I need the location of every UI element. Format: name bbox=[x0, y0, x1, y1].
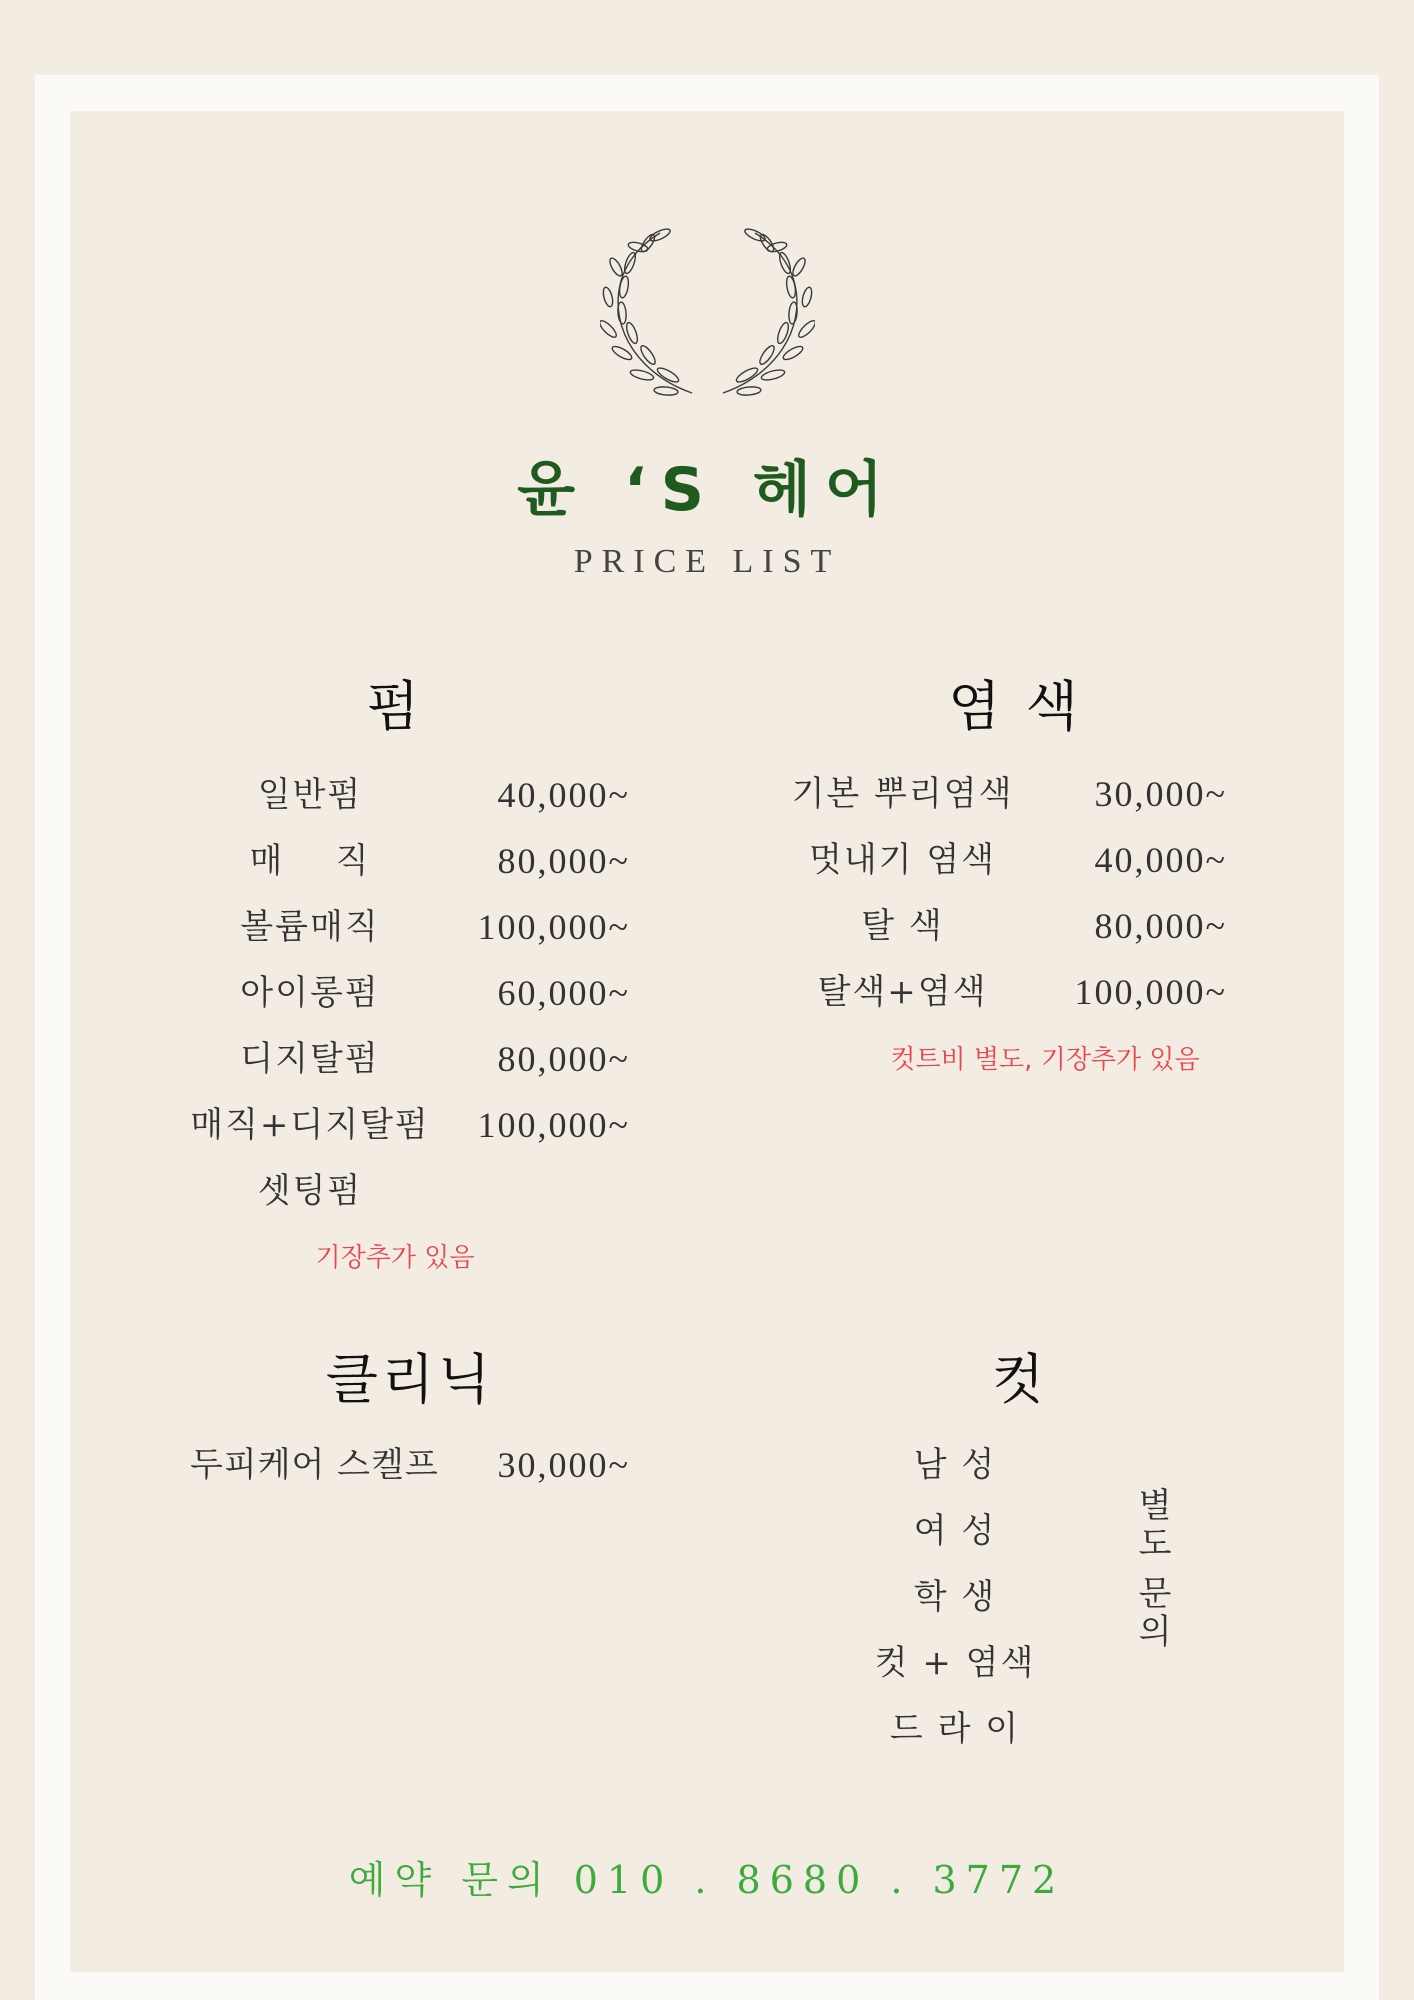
perm-row bbox=[190, 836, 650, 886]
perm-note: 기장추가 있음 bbox=[315, 1243, 475, 1273]
item-price: 40,000~ bbox=[1094, 840, 1227, 880]
item-name: 탈 색 bbox=[861, 906, 944, 946]
item-name: 일반펌 bbox=[257, 775, 363, 815]
item-name: 남 성 bbox=[913, 1445, 997, 1485]
note-char: 의 bbox=[1138, 1612, 1172, 1652]
item-name: 볼륨매직 bbox=[240, 907, 380, 947]
perm-row bbox=[190, 1034, 650, 1084]
item-price: 60,000~ bbox=[497, 973, 630, 1013]
item-price: 40,000~ bbox=[497, 775, 630, 815]
color-note: 컷트비 별도, 기장추가 있음 bbox=[890, 1045, 1200, 1075]
color-heading: 염 색 bbox=[948, 675, 1082, 738]
item-price: 80,000~ bbox=[1094, 906, 1227, 946]
item-price: 30,000~ bbox=[497, 1445, 630, 1485]
reservation-contact: 예약 문의 010 . 8680 . 3772 bbox=[348, 1858, 1066, 1902]
perm-row bbox=[190, 770, 650, 820]
cut-row bbox=[855, 1440, 1055, 1490]
cut-row bbox=[855, 1638, 1055, 1688]
item-price: 100,000~ bbox=[477, 1105, 630, 1145]
color-row bbox=[785, 835, 1245, 885]
cut-heading: 컷 bbox=[991, 1348, 1049, 1411]
price-list-subtitle: PRICE LIST bbox=[573, 543, 841, 580]
item-name: 여 성 bbox=[913, 1511, 997, 1551]
item-name: 드 라 이 bbox=[889, 1709, 1021, 1749]
item-name: 아이롱펌 bbox=[240, 973, 380, 1013]
cut-row bbox=[855, 1704, 1055, 1754]
item-name: 매 직 bbox=[249, 841, 371, 881]
item-price: 100,000~ bbox=[1074, 972, 1227, 1012]
item-name: 기본 뿌리염색 bbox=[791, 774, 1014, 814]
item-name: 학 생 bbox=[913, 1577, 997, 1617]
separate-inquiry-note bbox=[1130, 1487, 1180, 1651]
cut-row bbox=[855, 1506, 1055, 1556]
item-price: 100,000~ bbox=[477, 907, 630, 947]
color-row bbox=[785, 901, 1245, 951]
item-name: 두피케어 스켈프 bbox=[190, 1445, 439, 1485]
clinic-heading: 클리닉 bbox=[325, 1348, 495, 1411]
item-name: 멋내기 염색 bbox=[808, 840, 997, 880]
note-char: 도 bbox=[1138, 1524, 1172, 1564]
clinic-row bbox=[190, 1440, 650, 1490]
laurel-wreath-icon bbox=[600, 225, 815, 400]
item-name: 디지탈펌 bbox=[240, 1039, 380, 1079]
perm-row bbox=[190, 1166, 650, 1216]
item-price: 80,000~ bbox=[497, 841, 630, 881]
perm-row bbox=[190, 1100, 650, 1150]
salon-title: 윤 ‘S 헤어 bbox=[517, 455, 897, 525]
item-name: 컷 + 염색 bbox=[874, 1643, 1036, 1683]
item-price: 80,000~ bbox=[497, 1039, 630, 1079]
note-char: 문 bbox=[1138, 1574, 1172, 1614]
item-name: 매직+디지탈펌 bbox=[190, 1105, 430, 1145]
color-row bbox=[785, 769, 1245, 819]
item-price: 30,000~ bbox=[1094, 774, 1227, 814]
perm-row bbox=[190, 902, 650, 952]
color-row bbox=[785, 967, 1245, 1017]
note-char: 별 bbox=[1138, 1486, 1172, 1526]
cut-row bbox=[855, 1572, 1055, 1622]
item-name: 셋팅펌 bbox=[257, 1171, 363, 1211]
item-name: 탈색+염색 bbox=[817, 972, 988, 1012]
perm-row bbox=[190, 968, 650, 1018]
perm-heading: 펌 bbox=[366, 675, 424, 738]
